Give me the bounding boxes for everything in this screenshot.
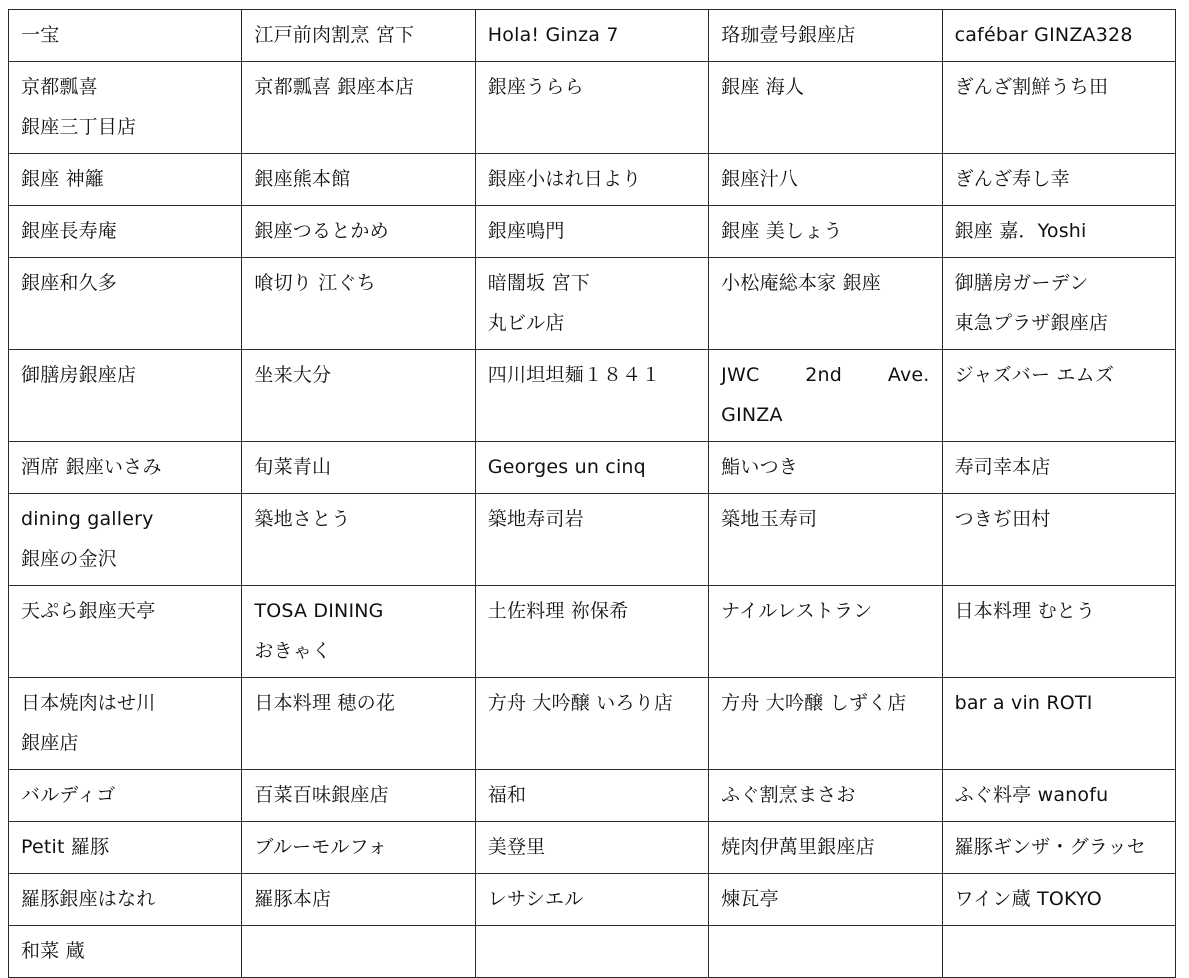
restaurant-table-body: [9, 10, 1176, 978]
restaurant-name: 銀座熊本館: [254, 168, 351, 190]
table-cell: [475, 586, 708, 678]
table-cell: [9, 822, 242, 874]
table-cell: [709, 442, 942, 494]
restaurant-name: 御膳房銀座店: [21, 364, 137, 386]
restaurant-name: 福和: [487, 784, 527, 806]
restaurant-name: 酒席 銀座いさみ: [21, 456, 162, 478]
restaurant-name: 江戸前肉割烹 宮下: [254, 24, 415, 46]
table-cell: [242, 154, 475, 206]
restaurant-name: cafébar GINZA328: [954, 24, 1133, 46]
restaurant-name: 方舟 大吟醸 しずく店: [721, 692, 907, 714]
restaurant-name: 銀座うらら: [487, 76, 584, 98]
restaurant-name: 築地さとう: [254, 508, 351, 530]
table-cell: [709, 926, 942, 978]
restaurant-name: 銀座の金沢: [21, 548, 118, 570]
restaurant-name: 一宝: [21, 24, 60, 46]
table-cell: [475, 258, 708, 350]
restaurant-name: 暗闇坂 宮下: [487, 272, 591, 294]
restaurant-name: 銀座 美しょう: [721, 220, 843, 242]
table-cell: [942, 770, 1175, 822]
restaurant-name: ブルーモルフォ: [254, 836, 388, 858]
table-cell: [709, 10, 942, 62]
restaurant-name: 御膳房ガーデン: [954, 272, 1089, 294]
restaurant-name: 京都瓢喜: [21, 76, 98, 98]
table-cell: [242, 874, 475, 926]
table-cell: [9, 442, 242, 494]
table-cell: [242, 822, 475, 874]
table-cell: [9, 926, 242, 978]
restaurant-name: dining gallery: [21, 508, 154, 530]
restaurant-name: 銀座汁八: [721, 168, 798, 190]
restaurant-name: 銀座店: [21, 732, 79, 754]
restaurant-name-word: JWC: [721, 364, 760, 386]
table-cell: [242, 926, 475, 978]
table-cell: [942, 926, 1175, 978]
restaurant-name: おきゃく: [254, 640, 332, 662]
table-cell: [942, 874, 1175, 926]
restaurant-name: Georges un cinq: [487, 456, 646, 478]
table-cell: [475, 206, 708, 258]
table-cell: [242, 10, 475, 62]
table-cell: [942, 10, 1175, 62]
restaurant-name: bar a vin ROTI: [954, 692, 1093, 714]
restaurant-name: 日本焼肉はせ川: [21, 692, 156, 714]
table-cell: [9, 678, 242, 770]
restaurant-name-word: 2nd: [805, 364, 843, 386]
table-cell: [242, 350, 475, 442]
table-row: [9, 586, 1176, 678]
table-cell: [942, 442, 1175, 494]
restaurant-name-word: Ave.: [887, 364, 930, 386]
table-row: [9, 874, 1176, 926]
table-cell: [242, 258, 475, 350]
table-cell: [709, 874, 942, 926]
table-row: [9, 494, 1176, 586]
restaurant-name: 銀座 嘉．Yoshi: [954, 220, 1087, 242]
restaurant-name: 和菜 蔵: [21, 940, 85, 962]
table-row: [9, 822, 1176, 874]
table-cell: [9, 874, 242, 926]
table-cell: [942, 154, 1175, 206]
table-cell: [242, 586, 475, 678]
restaurant-name: GINZA: [721, 404, 783, 426]
table-cell: [9, 770, 242, 822]
table-cell: [9, 258, 242, 350]
restaurant-name: 旬菜青山: [254, 456, 332, 478]
restaurant-name: 美登里: [487, 836, 546, 858]
restaurant-name: 煉瓦亭: [721, 888, 779, 910]
restaurant-name: 方舟 大吟醸 いろり店: [487, 692, 674, 714]
table-cell: [242, 206, 475, 258]
restaurant-name: 日本料理 穂の花: [254, 692, 396, 714]
restaurant-name: [721, 355, 929, 395]
table-cell: [942, 62, 1175, 154]
restaurant-name: レサシエル: [487, 888, 584, 910]
restaurant-name: ナイルレストラン: [721, 600, 873, 622]
table-cell: [942, 822, 1175, 874]
restaurant-name: 寿司幸本店: [954, 456, 1051, 478]
table-cell: [475, 770, 708, 822]
restaurant-name: ぎんざ割鮮うち田: [954, 76, 1109, 98]
table-cell: [475, 822, 708, 874]
table-row: [9, 926, 1176, 978]
table-row: [9, 442, 1176, 494]
table-row: [9, 206, 1176, 258]
restaurant-name: 珞珈壹号銀座店: [721, 24, 856, 46]
table-cell: [242, 494, 475, 586]
restaurant-name: 百菜百味銀座店: [254, 784, 389, 806]
table-cell: [709, 154, 942, 206]
restaurant-name: ジャズバー エムズ: [954, 364, 1115, 386]
table-cell: [709, 678, 942, 770]
restaurant-name: 丸ビル店: [487, 312, 565, 334]
restaurant-name: 天ぷら銀座天亭: [21, 600, 156, 622]
restaurant-name: 羅豚ギンザ・グラッセ: [954, 836, 1146, 858]
table-row: [9, 62, 1176, 154]
restaurant-name: Hola! Ginza 7: [487, 24, 619, 46]
restaurant-name: 東急プラザ銀座店: [954, 312, 1109, 334]
restaurant-name: 築地玉寿司: [721, 508, 818, 530]
restaurant-name: ふぐ割烹まさお: [721, 784, 856, 806]
table-cell: [242, 62, 475, 154]
restaurant-name: ふぐ料亭 wanofu: [954, 784, 1109, 806]
restaurant-name: 銀座つるとかめ: [254, 220, 389, 242]
table-row: [9, 678, 1176, 770]
table-cell: [242, 442, 475, 494]
table-cell: [9, 10, 242, 62]
restaurant-name: 日本料理 むとう: [954, 600, 1096, 622]
table-cell: [942, 206, 1175, 258]
restaurant-name: 羅豚銀座はなれ: [21, 888, 156, 910]
restaurant-name: 鮨いつき: [721, 456, 798, 478]
table-row: [9, 350, 1176, 442]
restaurant-name: 銀座 神籬: [21, 168, 105, 190]
restaurant-name: 坐来大分: [254, 364, 332, 386]
restaurant-name: 喰切り 江ぐち: [254, 272, 376, 294]
table-cell: [475, 10, 708, 62]
table-cell: [942, 678, 1175, 770]
restaurant-name: 京都瓢喜 銀座本店: [254, 76, 415, 98]
restaurant-name: 四川坦坦麺１８４１: [487, 364, 661, 386]
table-cell: [475, 350, 708, 442]
restaurant-name: 銀座小はれ日より: [487, 168, 642, 190]
restaurant-name: Petit 羅豚: [21, 836, 110, 858]
table-cell: [709, 62, 942, 154]
restaurant-name: 銀座三丁目店: [21, 116, 137, 138]
table-cell: [709, 206, 942, 258]
restaurant-name: TOSA DINING: [254, 600, 384, 622]
restaurant-name: 小松庵総本家 銀座: [721, 272, 882, 294]
table-cell: [475, 154, 708, 206]
table-cell: [475, 926, 708, 978]
restaurant-name: 銀座和久多: [21, 272, 118, 294]
table-cell: [942, 258, 1175, 350]
restaurant-name: 焼肉伊萬里銀座店: [721, 836, 875, 858]
table-row: [9, 770, 1176, 822]
restaurant-name: ぎんざ寿し幸: [954, 168, 1070, 190]
restaurant-name: つきぢ田村: [954, 508, 1051, 530]
table-cell: [475, 874, 708, 926]
table-cell: [475, 62, 708, 154]
table-cell: [709, 350, 942, 442]
table-cell: [475, 442, 708, 494]
table-cell: [709, 586, 942, 678]
restaurant-name: 銀座鳴門: [487, 220, 565, 242]
restaurant-name: 銀座 海人: [721, 76, 805, 98]
table-cell: [242, 678, 475, 770]
table-cell: [9, 586, 242, 678]
table-cell: [709, 822, 942, 874]
table-cell: [709, 494, 942, 586]
table-cell: [475, 494, 708, 586]
table-row: [9, 154, 1176, 206]
table-cell: [709, 258, 942, 350]
restaurant-name: 土佐料理 祢保希: [487, 600, 629, 622]
table-row: [9, 258, 1176, 350]
restaurant-name: ワイン蔵 TOKYO: [954, 888, 1102, 910]
table-cell: [9, 350, 242, 442]
restaurant-name: 築地寿司岩: [487, 508, 584, 530]
restaurant-name: 銀座長寿庵: [21, 220, 118, 242]
restaurant-table: [8, 9, 1176, 978]
table-cell: [242, 770, 475, 822]
table-cell: [9, 494, 242, 586]
table-cell: [709, 770, 942, 822]
table-cell: [942, 494, 1175, 586]
table-cell: [9, 206, 242, 258]
table-cell: [942, 586, 1175, 678]
table-cell: [942, 350, 1175, 442]
restaurant-name: 羅豚本店: [254, 888, 332, 910]
table-cell: [9, 62, 242, 154]
table-cell: [475, 678, 708, 770]
table-row: [9, 10, 1176, 62]
restaurant-name: バルディゴ: [21, 784, 116, 806]
table-cell: [9, 154, 242, 206]
